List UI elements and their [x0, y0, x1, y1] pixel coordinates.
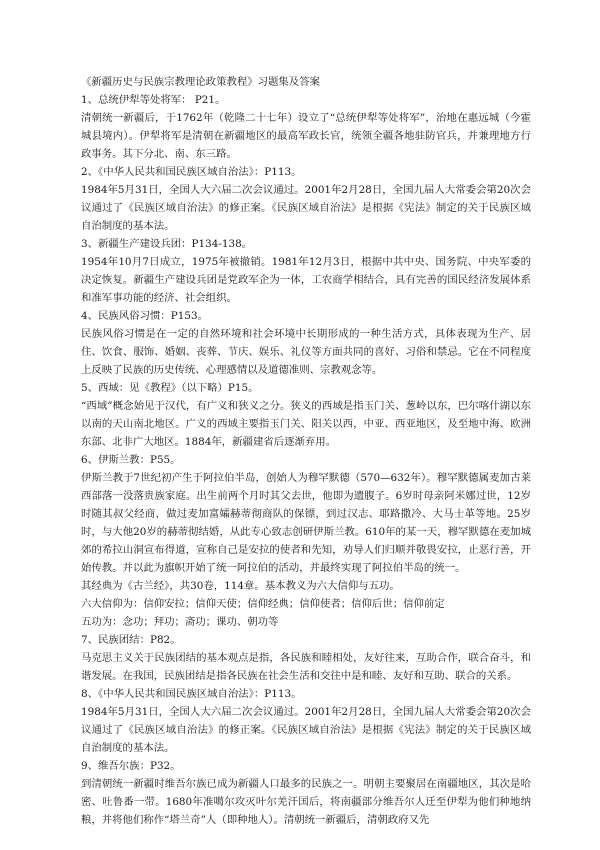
- section-paragraph: 民族风俗习惯是在一定的自然环境和社会环境中长期形成的一种生活方式，具体表现为生产、居住、饮食、服饰、婚姻、丧葬、节庆、娱乐、礼仪等方面共同的喜好、习俗和禁忌。它在不同程度上反映了民族的历史传统、心理感情以及道德准则、宗教观念等。: [81, 328, 531, 376]
- section-paragraph: 清朝统一新疆后，于1762年（乾隆二十七年）设立了“总统伊犁等处将军”，治地在惠远城（今霍城县境内）。伊犁将军是清朝在新疆地区的最高军政长官，统领全疆各地驻防官兵，并兼理地方行政事务。其下分北、南、东三路。: [81, 112, 531, 160]
- section-6: [81, 451, 531, 631]
- section-paragraph: 伊斯兰教于7世纪初产生于阿拉伯半岛，创始人为穆罕默德（570—632年）。穆罕默德属麦加古莱西部落一没落贵族家庭。出生前两个月时其父去世，他即为遗腹子。6岁时母亲阿米娜过世，12岁时随其叔父经商，做过麦加富孀赫蒂彻商队的保镖，到过汉志、耶路撒冷、大马士革等地。25岁时，与大他20岁的赫蒂彻结婚，从此专心致志创研伊斯兰教。610年的某一天，穆罕默德在麦加城郊的希拉山洞宣布得道，宣称自己是安拉的使者和先知，劝导人们归顺并敬畏安拉，止恶行善，开始传教。并以此为旗帜开始了统一阿拉伯的活动，并最终实现了阿拉伯半岛的统一。: [81, 472, 531, 574]
- section-8: [81, 685, 531, 757]
- document-page: [81, 73, 531, 829]
- section-3: [81, 235, 531, 307]
- section-heading: 3、新疆生产建设兵团：P134-138。: [81, 238, 253, 250]
- section-4: [81, 307, 531, 379]
- section-9: [81, 757, 531, 829]
- section-heading: 6、伊斯兰教：P55。: [81, 454, 181, 466]
- section-2: [81, 163, 531, 235]
- five-pillars-line: 五功为：念功；拜功；斋功；课功、朝功等: [81, 616, 279, 628]
- section-heading: 2、《中华人民共和国民族区域自治法》：P113。: [81, 166, 302, 178]
- section-heading: 5、西域：见《教程》（以下略）P15。: [81, 382, 259, 394]
- section-paragraph: 1984年5月31日，全国人大六届二次会议通过。2001年2月28日，全国九届人大常委会第20次会议通过了《民族区域自治法》的修正案。《民族区域自治法》是根据《宪法》制定的关于民族区域自治制度的基本法。: [81, 706, 531, 754]
- section-paragraph: 1984年5月31日，全国人大六届二次会议通过。2001年2月28日，全国九届人大常委会第20次会议通过了《民族区域自治法》的修正案。《民族区域自治法》是根据《宪法》制定的关于民族区域自治制度的基本法。: [81, 184, 531, 232]
- section-heading: 1、总统伊犁等处将军： P21。: [81, 94, 226, 106]
- section-heading: 7、民族团结：P82。: [81, 634, 181, 646]
- section-5: [81, 379, 531, 451]
- section-heading: 9、维吾尔族：P32。: [81, 760, 181, 772]
- section-heading: 8、《中华人民共和国民族区域自治法》：P113。: [81, 688, 302, 700]
- section-heading: 4、民族风俗习惯：P153。: [81, 310, 208, 322]
- document-title: 《新疆历史与民族宗教理论政策教程》习题集及答案: [81, 76, 320, 88]
- section-paragraph: 马克思主义关于民族团结的基本观点是指，各民族和睦相处，友好往来，互助合作，联合奋斗，和谐发展。在我国，民族团结是指各民族在社会生活和交往中是和睦、友好和互助、联合的关系。: [81, 652, 531, 682]
- section-paragraph: 1954年10月7日成立，1975年被撤销。1981年12月3日，根据中共中央、国务院、中央军委的决定恢复。新疆生产建设兵团是党政军企为一体，工农商学相结合，具有完善的国民经济发展体系和准军事功能的经济、社会组织。: [81, 256, 531, 304]
- section-paragraph: 到清朝统一新疆时维吾尔族已成为新疆人口最多的民族之一。明朝主要聚居在南疆地区，其次是哈密、吐鲁番一带。1680年准噶尔攻灭叶尔羌汗国后，将南疆部分维吾尔人迁至伊犁为他们种地纳粮，并将他们称作“塔兰奇”人（即种地人）。清朝统一新疆后，清朝政府又先: [81, 778, 531, 826]
- section-7: [81, 631, 531, 685]
- scripture-line: 其经典为《古兰经》，共30卷，114章。基本教义为六大信仰与五功。: [81, 580, 400, 592]
- section-1: [81, 91, 531, 163]
- six-beliefs-line: 六大信仰为：信仰安拉；信仰天使；信仰经典；信仰使者；信仰后世；信仰前定: [81, 598, 445, 610]
- section-paragraph: “西域”概念始见于汉代，有广义和狭义之分。狭义的西域是指玉门关、葱岭以东，巴尔喀什湖以东以南的天山南北地区。广义的西域主要指玉门关、阳关以西，中亚、西亚地区，及至地中海、欧洲东部、北非广大地区。1884年，新疆建省后逐渐弃用。: [81, 400, 531, 448]
